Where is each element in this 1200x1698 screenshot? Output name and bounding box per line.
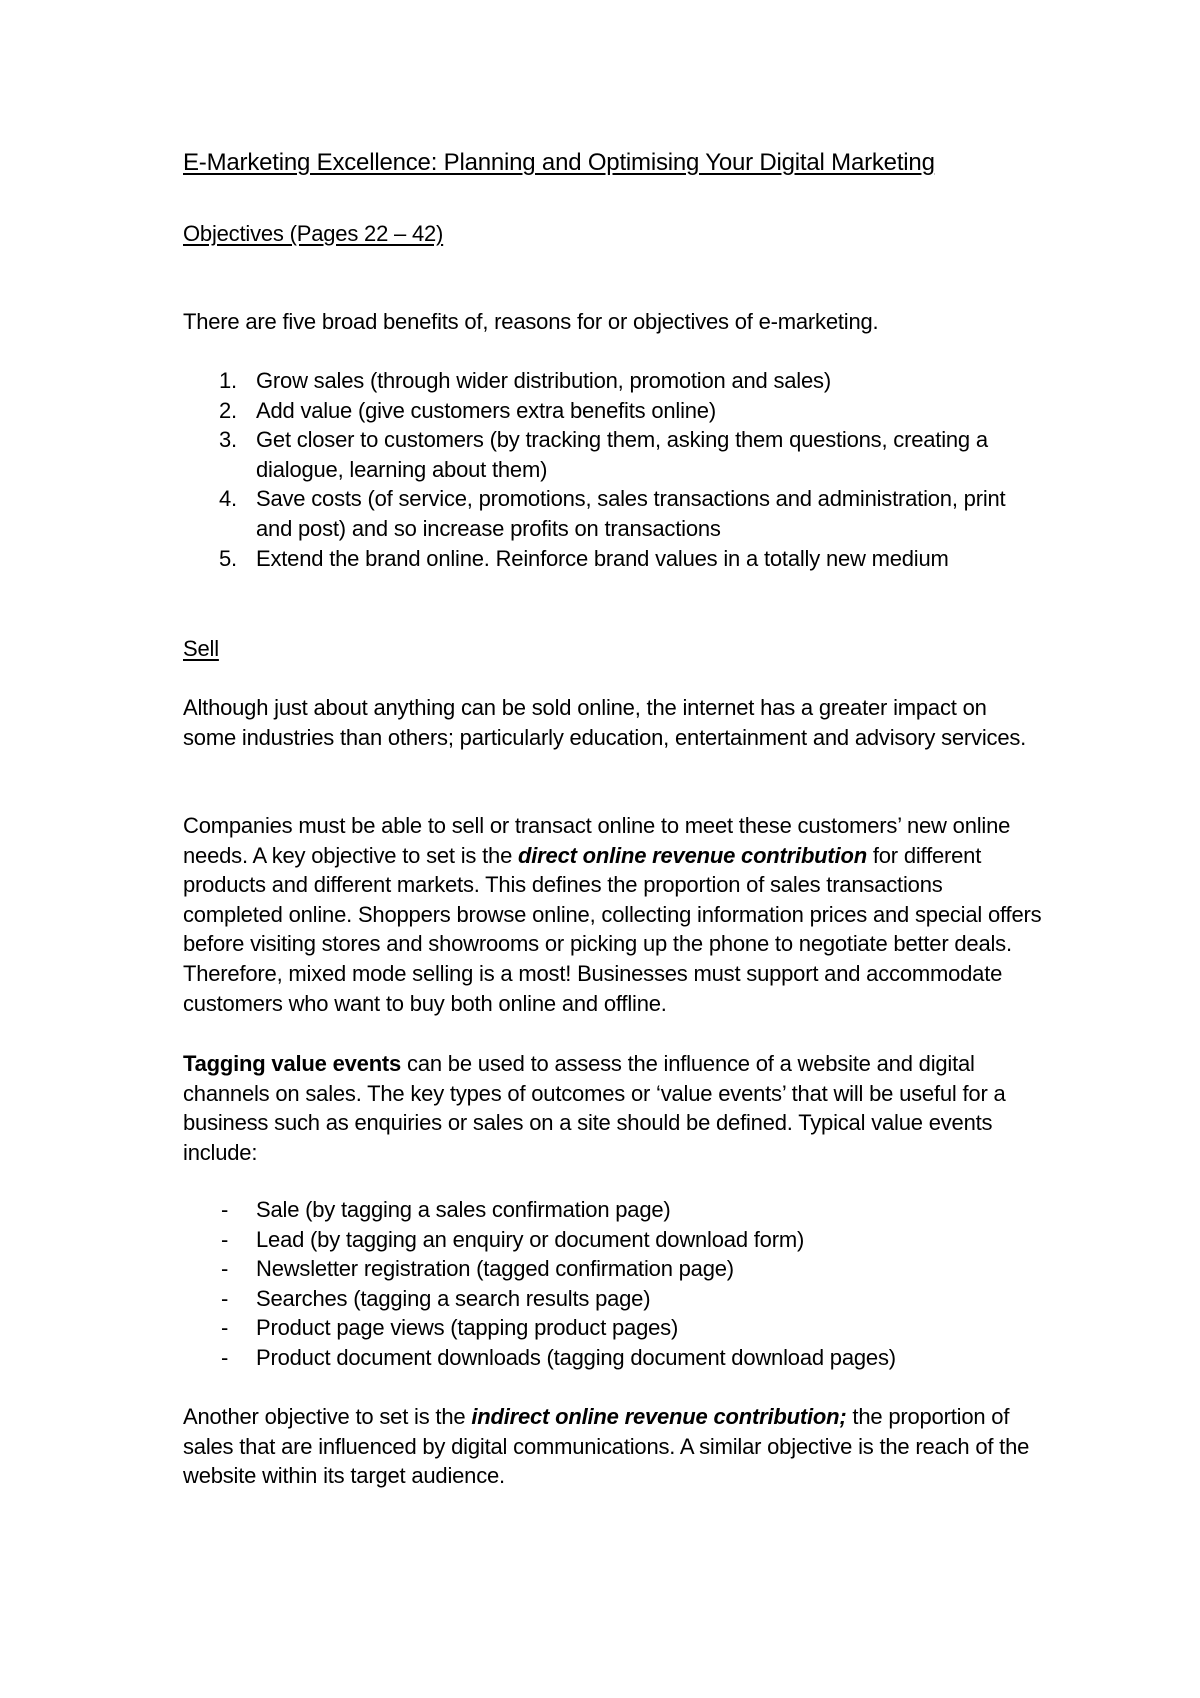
emphasis-direct-revenue: direct online revenue contribution	[518, 842, 867, 868]
list-item-text: Newsletter registration (tagged confirmation page)	[256, 1256, 734, 1282]
list-item-text: Searches (tagging a search results page)	[256, 1285, 651, 1311]
list-marker: 5.	[219, 545, 237, 571]
list-item-text: Get closer to customers (by tracking them, asking them questions, creating a dialogue, learning about them)	[256, 427, 988, 482]
list-item	[183, 396, 1043, 426]
list-marker: -	[221, 1285, 229, 1311]
list-marker: -	[221, 1197, 229, 1222]
paragraph-text: Another objective to set is the	[183, 1404, 472, 1429]
intro-paragraph: There are five broad benefits of, reasons for or objectives of e-marketing.	[183, 309, 879, 334]
paragraph-text: for different products and different markets. This defines the proportion of sales transactions completed online. Shoppers browse online, collecting information prices and special offers before visiting stores and showrooms or picking up the phone to negotiate better deals. Therefore, mixed mode selling is a most! Businesses must support and accommodate customers who want to buy both online and offline.	[183, 842, 1042, 1016]
list-item	[183, 1195, 1043, 1225]
paragraph-text: can be used to assess the influence of a website and digital channels on sales. The key types of outcomes or ‘value events’ that will be useful for a business such as enquiries or sales on a site should be defined. Typical value events include:	[183, 1051, 1006, 1165]
paragraph-text: Companies must be able to sell or transact online to meet these customers’ new online needs. A key objective to set is the	[183, 813, 1011, 868]
sell-heading: Sell	[183, 636, 219, 661]
emphasis-tagging-value-events: Tagging value events	[183, 1051, 402, 1076]
sell-paragraph-1: Although just about anything can be sold online, the internet has a greater impact on some industries than others; particularly education, entertainment and advisory services.	[183, 695, 1027, 750]
list-item-text: Save costs (of service, promotions, sales transactions and administration, print and post) and so increase profits on transactions	[256, 486, 1006, 541]
value-events-list	[183, 1195, 1043, 1373]
document-title: E-Marketing Excellence: Planning and Optimising Your Digital Marketing	[183, 149, 935, 176]
list-item-text: Product page views (tapping product pages)	[256, 1315, 679, 1341]
sell-paragraph-3	[183, 1049, 1043, 1167]
list-item-text: Lead (by tagging an enquiry or document download form)	[256, 1226, 805, 1252]
list-marker: 1.	[219, 368, 237, 393]
sell-paragraph-2	[183, 811, 1043, 1018]
list-item-text: Sale (by tagging a sales confirmation page)	[256, 1197, 671, 1222]
list-item	[183, 1254, 1043, 1284]
list-marker: -	[221, 1256, 229, 1282]
objectives-list	[183, 366, 1043, 573]
list-marker: -	[221, 1226, 229, 1252]
list-marker: -	[221, 1344, 229, 1370]
sell-paragraph-4	[183, 1402, 1043, 1491]
list-marker: 2.	[219, 397, 237, 423]
list-item	[183, 1284, 1043, 1314]
list-item	[183, 1343, 1043, 1373]
emphasis-indirect-revenue: indirect online revenue contribution;	[471, 1404, 847, 1429]
objectives-heading: Objectives (Pages 22 – 42)	[183, 221, 444, 246]
list-item	[183, 425, 1043, 484]
list-item	[183, 544, 1043, 574]
list-item-text: Grow sales (through wider distribution, promotion and sales)	[256, 368, 831, 393]
list-marker: 4.	[219, 486, 237, 512]
paragraph-text: the proportion of sales that are influenced by digital communications. A similar objective is the reach of the website within its target audience.	[183, 1404, 1030, 1489]
list-item	[183, 1313, 1043, 1343]
list-item	[183, 484, 1043, 543]
list-item-text: Product document downloads (tagging document download pages)	[256, 1344, 896, 1370]
list-item	[183, 1225, 1043, 1255]
list-marker: -	[221, 1315, 229, 1341]
list-item-text: Add value (give customers extra benefits online)	[256, 397, 716, 423]
list-item	[183, 366, 1043, 396]
list-item-text: Extend the brand online. Reinforce brand values in a totally new medium	[256, 545, 949, 571]
list-marker: 3.	[219, 427, 237, 453]
